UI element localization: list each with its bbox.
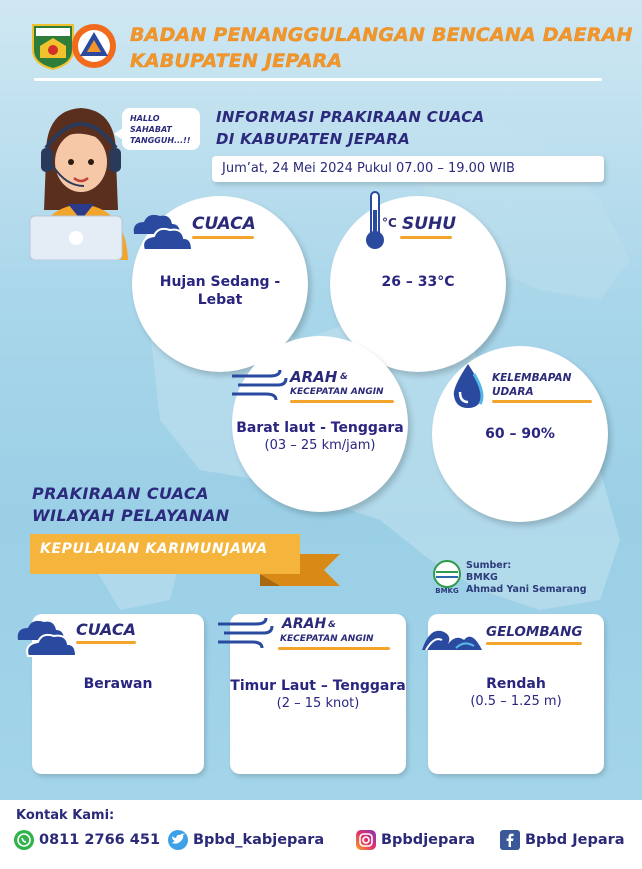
wave-icon bbox=[420, 622, 484, 654]
karimunjawa-wind-label-speed: KECEPATAN ANGIN bbox=[280, 634, 374, 644]
weather-value-line1: Hujan Sedang - bbox=[159, 274, 281, 290]
temperature-label: SUHU bbox=[402, 214, 457, 234]
contact-label: Kontak Kami: bbox=[16, 808, 115, 823]
temperature-unit: °C bbox=[382, 216, 397, 230]
humidity-label-line1: KELEMBAPAN bbox=[492, 372, 572, 384]
humidity-underline bbox=[492, 400, 592, 403]
karimunjawa-wind-label: ARAH bbox=[282, 616, 327, 632]
source-line2: Ahmad Yani Semarang bbox=[466, 584, 587, 595]
wind-circle bbox=[232, 336, 408, 512]
humidity-value: 60 – 90% bbox=[485, 426, 555, 442]
karimunjawa-weather-underline bbox=[76, 641, 136, 644]
instagram-handle: Bpbdjepara bbox=[381, 832, 476, 848]
bubble-line2: SAHABAT bbox=[130, 125, 172, 134]
whatsapp-contact[interactable] bbox=[14, 830, 160, 850]
service-title-line1: PRAKIRAAN CUACA bbox=[32, 484, 209, 503]
bubble-line3: TANGGUH...!! bbox=[130, 136, 191, 145]
header-divider bbox=[34, 78, 602, 81]
region-name: KEPULAUAN KARIMUNJAWA bbox=[40, 541, 268, 557]
info-title-line1: INFORMASI PRAKIRAAN CUACA bbox=[216, 108, 485, 126]
source-label: Sumber: bbox=[466, 560, 512, 571]
service-title-line2: WILAYAH PELAYANAN bbox=[32, 506, 230, 525]
wind-label-speed: KECEPATAN ANGIN bbox=[290, 387, 384, 397]
wind-ampersand: & bbox=[340, 372, 348, 382]
water-drop-icon bbox=[450, 362, 486, 410]
wind-icon bbox=[216, 616, 274, 650]
info-title-line2: DI KABUPATEN JEPARA bbox=[216, 130, 411, 148]
instagram-icon bbox=[356, 830, 376, 850]
cloud-icon bbox=[12, 618, 78, 658]
karimunjawa-wind-value: Timur Laut – Tenggara bbox=[230, 678, 406, 694]
temperature-value: 26 – 33°C bbox=[381, 274, 455, 290]
karimunjawa-weather-value: Berawan bbox=[83, 676, 153, 692]
wind-value: Barat laut - Tenggara bbox=[236, 420, 404, 436]
humidity-label-line2: UDARA bbox=[492, 386, 534, 398]
twitter-icon bbox=[168, 830, 188, 850]
karimunjawa-weather-label: CUACA bbox=[76, 620, 137, 639]
facebook-contact[interactable] bbox=[500, 830, 625, 850]
source-line1: BMKG bbox=[466, 572, 498, 583]
agency-title-line2: KABUPATEN JEPARA bbox=[130, 50, 343, 72]
karimunjawa-wave-label: GELOMBANG bbox=[486, 624, 583, 640]
wind-underline bbox=[290, 400, 394, 403]
wind-icon bbox=[230, 368, 288, 402]
karimunjawa-wind-ampersand: & bbox=[328, 620, 336, 630]
bubble-line1: HALLO bbox=[130, 114, 160, 123]
karimunjawa-wind-underline bbox=[278, 647, 390, 650]
bpbd-logo bbox=[70, 22, 116, 70]
facebook-handle: Bpbd Jepara bbox=[525, 832, 625, 848]
weather-value-line2: Lebat bbox=[197, 292, 243, 308]
twitter-handle: Bpbd_kabjepara bbox=[193, 832, 325, 848]
bmkg-logo bbox=[432, 560, 462, 594]
karimunjawa-wave-underline bbox=[486, 642, 582, 645]
cloud-icon bbox=[128, 212, 194, 252]
facebook-icon bbox=[500, 830, 520, 850]
source-block bbox=[466, 560, 587, 596]
speech-bubble bbox=[122, 108, 200, 150]
twitter-contact[interactable] bbox=[168, 830, 324, 850]
agency-title-line1: BADAN PENANGGULANGAN BENCANA DAERAH bbox=[130, 24, 633, 46]
presenter-illustration bbox=[26, 100, 136, 260]
instagram-contact[interactable] bbox=[356, 830, 475, 850]
whatsapp-icon bbox=[14, 830, 34, 850]
karimunjawa-wave-value: Rendah bbox=[486, 676, 546, 692]
wind-speed: (03 – 25 km/jam) bbox=[264, 438, 376, 453]
weather-label: CUACA bbox=[192, 214, 256, 234]
karimunjawa-wind-speed: (2 – 15 knot) bbox=[276, 696, 360, 711]
wind-label: ARAH bbox=[290, 368, 338, 386]
temperature-underline bbox=[400, 236, 452, 239]
whatsapp-number: 0811 2766 451 bbox=[39, 832, 161, 848]
weather-underline bbox=[192, 236, 254, 239]
forecast-date: Jum’at, 24 Mei 2024 Pukul 07.00 – 19.00 WIB bbox=[212, 156, 604, 182]
bmkg-logo-text: BMKG bbox=[435, 587, 459, 594]
karimunjawa-wave-height: (0.5 – 1.25 m) bbox=[470, 694, 562, 709]
